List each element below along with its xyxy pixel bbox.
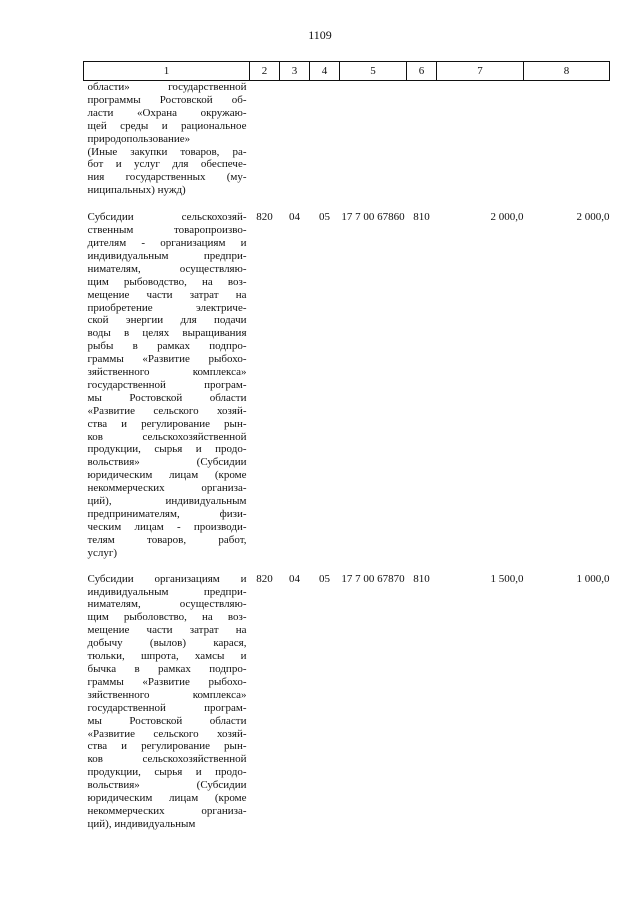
description-line: ков сельскохозяйственной [87, 753, 247, 766]
description-line: мы Ростовской области [87, 714, 247, 727]
description-line: щей среды и рациональное [87, 119, 247, 132]
description-text [84, 81, 250, 197]
table-header-row [84, 62, 610, 81]
header-col-6: 6 [407, 62, 437, 81]
description-text [84, 573, 250, 831]
header-col-4: 4 [310, 62, 340, 81]
description-line: индивидуальным предпри- [87, 585, 247, 598]
description-line: телям товаров, работ, [87, 533, 247, 546]
subsection-code [310, 81, 340, 212]
page-number: 1109 [308, 28, 332, 42]
target-article-code: 17 7 00 67860 [341, 211, 405, 224]
description-line: некоммерческих организа- [87, 482, 247, 495]
description-line: ласти «Охрана окружаю- [87, 106, 247, 119]
table-row [84, 211, 610, 572]
description-line: ческим лицам - производи- [87, 520, 247, 533]
description-line: рыбы в рамках подпро- [87, 340, 247, 353]
description-line: нимателям, осуществляю- [87, 262, 247, 275]
header-col-3: 3 [280, 62, 310, 81]
description-line: граммы «Развитие рыбохо- [87, 353, 247, 366]
description-line: «Развитие сельского хозяй- [87, 727, 247, 740]
subsection-code: 05 [319, 572, 330, 585]
description-line: зяйственного комплекса» [87, 688, 247, 701]
description-line: программы Ростовской об- [87, 93, 247, 106]
description-line: предпринимателям, физи- [87, 508, 247, 520]
section-code: 04 [289, 572, 300, 585]
description-line: природопользование» [87, 132, 191, 145]
description-line: мы Ростовской области [87, 391, 247, 404]
description-line: щим рыболовство, на воз- [87, 611, 247, 624]
description-line: Субсидии сельскохозяй- [87, 211, 247, 224]
header-col-8: 8 [524, 62, 610, 81]
description-line: ния государственных (му- [87, 171, 247, 184]
expense-type-code: 810 [413, 211, 430, 224]
description-text [84, 211, 250, 559]
description-line: тюльки, шпрота, хамсы и [87, 650, 247, 663]
amount-year-1 [437, 81, 524, 212]
amount-year-2: 2 000,0 [576, 211, 610, 224]
description-line: области» государственной [87, 81, 247, 93]
expense-type-code [407, 81, 437, 212]
header-col-5: 5 [340, 62, 407, 81]
description-line: щим рыбоводство, на воз- [87, 275, 247, 288]
description-line: зяйственного комплекса» [87, 366, 247, 379]
description-line: продукции, сырья и продо- [87, 443, 247, 456]
subsection-code: 05 [319, 211, 330, 224]
description-line: индивидуальным предпри- [87, 249, 247, 262]
amount-year-2 [524, 81, 610, 212]
table-row [84, 81, 610, 212]
description-line: мещение части затрат на [87, 288, 247, 301]
description-line: ций), индивидуальным [87, 817, 196, 830]
description-line: вольствия» (Субсидии [87, 779, 247, 792]
description-line: мещение части затрат на [87, 624, 247, 637]
row-description [84, 211, 250, 572]
description-line: (Иные закупки товаров, ра- [87, 145, 247, 158]
admin-code: 820 [256, 572, 273, 585]
description-line: ства и регулирование рын- [87, 417, 247, 430]
section-code: 04 [289, 211, 300, 224]
admin-code: 820 [256, 211, 273, 224]
description-line: государственной програм- [87, 378, 247, 391]
description-line: бычка в рамках подпро- [87, 662, 247, 675]
description-line: воды в целях выращивания [87, 327, 247, 340]
amount-year-2: 1 000,0 [576, 572, 610, 585]
expense-type-code: 810 [413, 572, 430, 585]
description-line: добычу (вылов) карася, [87, 637, 247, 650]
description-line: юридическим лицам (кроме [87, 792, 247, 805]
header-col-2: 2 [250, 62, 280, 81]
description-line: ственным товаропроизво- [87, 224, 247, 237]
section-code [280, 81, 310, 212]
description-line: нимателям, осуществляю- [87, 598, 247, 611]
description-line: государственной програм- [87, 701, 247, 714]
amount-year-1: 2 000,0 [490, 211, 524, 224]
description-line: ской энергии для подачи [87, 314, 247, 327]
description-line: граммы «Развитие рыбохо- [87, 675, 247, 688]
description-line: бот и услуг для обеспече- [87, 158, 247, 171]
row-description [84, 573, 250, 844]
description-line: юридическим лицам (кроме [87, 469, 247, 482]
header-col-1: 1 [84, 62, 250, 81]
description-line: вольствия» (Субсидии [87, 456, 247, 469]
description-line: некоммерческих организа- [87, 804, 247, 817]
amount-year-1: 1 500,0 [490, 572, 524, 585]
description-line: «Развитие сельского хозяй- [87, 404, 247, 417]
description-line: ниципальных) нужд) [87, 184, 186, 197]
description-line: дителям - организациям и [87, 236, 247, 249]
target-article-code [340, 81, 407, 212]
description-line: ций), индивидуальным [87, 495, 247, 508]
header-col-7: 7 [437, 62, 524, 81]
description-line: ства и регулирование рын- [87, 740, 247, 753]
target-article-code: 17 7 00 67870 [341, 572, 405, 585]
table-body [84, 81, 610, 844]
description-line: ков сельскохозяйственной [87, 430, 247, 443]
table-row [84, 573, 610, 844]
admin-code [250, 81, 280, 212]
description-line: продукции, сырья и продо- [87, 766, 247, 779]
description-line: Субсидии организациям и [87, 572, 247, 585]
row-description [84, 81, 250, 212]
description-line: услуг) [87, 546, 118, 559]
description-line: приобретение электриче- [87, 301, 247, 314]
budget-table [83, 61, 610, 844]
